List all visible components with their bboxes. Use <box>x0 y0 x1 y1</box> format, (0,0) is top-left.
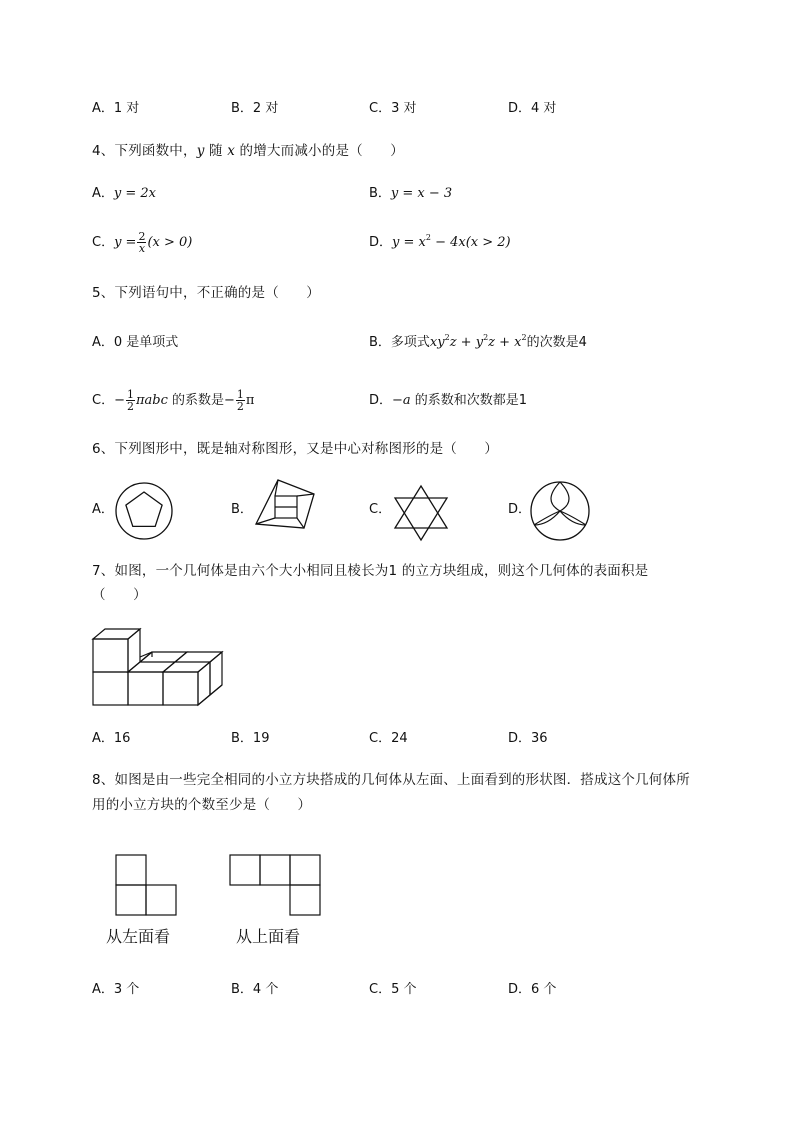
q5-c-den: 2 <box>126 400 134 413</box>
q5-b-label: B．多项式 <box>369 335 430 350</box>
q3-option-b: B．2 对 <box>231 101 279 116</box>
q6-figure-c-star <box>390 484 452 542</box>
q4-b-label: B． <box>369 186 391 201</box>
q5-c-num2: 1 <box>236 388 244 401</box>
q7-option-b: B．19 <box>231 731 270 746</box>
q4-c-den: x <box>138 242 146 255</box>
q8-stem-line2: 用的小立方块的个数至少是（ ） <box>92 797 312 813</box>
q4-c-num: 2 <box>138 230 146 243</box>
q8-option-b: B．4 个 <box>231 982 279 997</box>
q7-stem-line2: （ ） <box>92 587 147 603</box>
q8-option-a: A．3 个 <box>92 982 140 997</box>
q3-option-a: A．1 对 <box>92 101 140 116</box>
q5-c-text: 的系数是− <box>167 393 235 408</box>
q6-figure-a-circle-pentagon <box>114 481 174 541</box>
q4-stem-mid: 随 <box>204 143 228 159</box>
q4-option-d <box>369 235 511 251</box>
q4-stem-x: x <box>227 143 236 159</box>
q5-b-s2: 2 <box>483 333 489 342</box>
q8-caption-left: 从左面看 <box>106 927 171 946</box>
q4-d-expr-a: y = x <box>392 235 426 250</box>
q5-d-label: D． <box>369 393 393 408</box>
q4-stem <box>92 143 404 159</box>
q6-label-d: D． <box>508 502 532 517</box>
q4-stem-post: 的增大而减小的是（ ） <box>235 143 404 159</box>
q6-label-c: C． <box>369 502 392 517</box>
q4-c-pre: y = <box>114 235 137 250</box>
q5-b-t2: z + y <box>449 335 484 350</box>
q5-c-fraction2 <box>236 389 245 412</box>
q8-left-view-figure <box>115 854 177 916</box>
q7-figure-cube-solid <box>92 628 232 708</box>
q5-option-c <box>92 386 254 416</box>
q5-b-t3: z + x <box>488 335 522 350</box>
q4-option-c <box>92 228 192 258</box>
q5-option-a: A．0 是单项式 <box>92 335 179 350</box>
q6-label-b: B． <box>231 502 253 517</box>
q3-option-c: C．3 对 <box>369 101 417 116</box>
q4-a-label: A． <box>92 186 114 201</box>
q8-stem-line1: 8、如图是由一些完全相同的小立方块搭成的几何体从左面、上面看到的形状图．搭成这个几何体所 <box>92 772 690 788</box>
q8-top-view-figure <box>229 854 321 916</box>
q4-option-a <box>92 186 156 202</box>
q6-label-a: A． <box>92 502 114 517</box>
q5-stem: 5、下列语句中，不正确的是（ ） <box>92 285 320 301</box>
q6-figure-d-circle-arcs <box>528 479 592 543</box>
q5-b-tail: 的次数是4 <box>526 335 587 350</box>
q4-d-sup: 2 <box>425 233 431 242</box>
q4-stem-y: y <box>196 143 205 159</box>
q4-option-b <box>369 186 452 202</box>
q5-c-num: 1 <box>126 388 134 401</box>
q5-b-s1: 2 <box>444 333 450 342</box>
q7-option-c: C．24 <box>369 731 408 746</box>
q6-stem: 6、下列图形中，既是轴对称图形，又是中心对称图形的是（ ） <box>92 441 499 457</box>
q4-c-post: (x > 0) <box>147 235 193 250</box>
q5-b-t1: xy <box>429 335 445 350</box>
q4-d-label: D． <box>369 235 393 250</box>
q4-c-fraction <box>137 231 146 254</box>
q3-option-d: D．4 对 <box>508 101 557 116</box>
q7-stem-line1: 7、如图，一个几何体是由六个大小相同且棱长为1 的立方块组成，则这个几何体的表面积是 <box>92 563 649 579</box>
q5-c-den2: 2 <box>236 400 244 413</box>
q5-c-label: C．− <box>92 393 125 408</box>
q4-d-expr-b: − 4x(x > 2) <box>430 235 511 250</box>
q5-b-s3: 2 <box>521 333 527 342</box>
q5-d-text: 的系数和次数都是1 <box>410 393 528 408</box>
q5-d-expr: −a <box>392 393 411 408</box>
q7-option-d: D．36 <box>508 731 548 746</box>
q5-c-mid: πabc <box>135 393 168 408</box>
q5-option-b <box>369 335 587 351</box>
q5-c-fraction <box>126 389 135 412</box>
q7-option-a: A．16 <box>92 731 131 746</box>
q8-option-d: D．6 个 <box>508 982 557 997</box>
q4-b-expr: y = x − 3 <box>390 186 453 201</box>
q6-figure-b-nested-squares <box>254 478 316 542</box>
q8-caption-top: 从上面看 <box>236 927 301 946</box>
q4-stem-pre: 4、下列函数中， <box>92 143 197 159</box>
q5-option-d <box>369 393 527 409</box>
q5-c-pi: π <box>245 393 255 408</box>
q4-c-label: C． <box>92 235 115 250</box>
q8-option-c: C．5 个 <box>369 982 417 997</box>
q4-a-expr: y = 2x <box>113 186 157 201</box>
